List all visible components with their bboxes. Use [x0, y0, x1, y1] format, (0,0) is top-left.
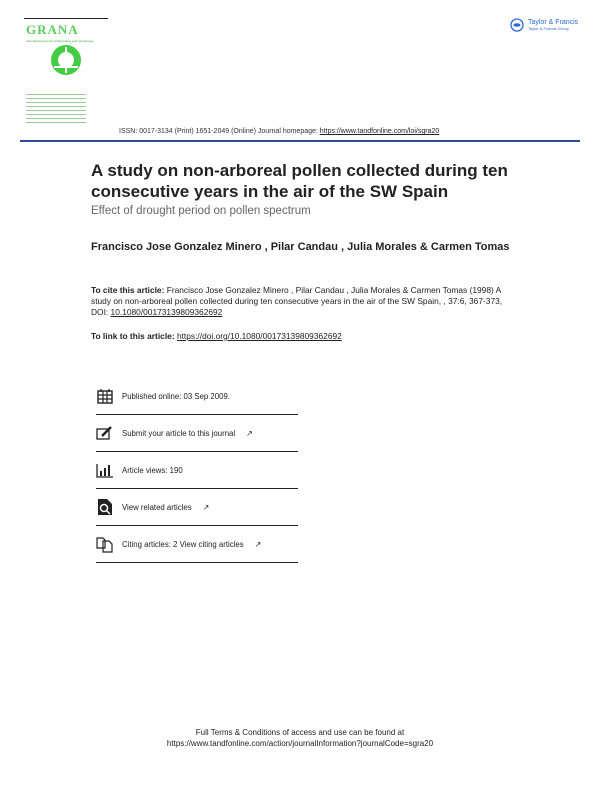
issn-text: ISSN: 0017-3134 (Print) 1651-2049 (Online) Journal homepage:: [119, 128, 320, 135]
publisher-name: Taylor & Francis: [528, 19, 579, 26]
cover-text-lines: [26, 94, 86, 124]
header-divider: [20, 140, 580, 142]
publisher-sub: Taylor & Francis Group: [528, 26, 569, 31]
published-online-item: [96, 378, 298, 415]
article-subtitle: Effect of drought period on pollen spectrum: [91, 205, 311, 217]
journal-cover-title: GRANA: [26, 22, 79, 37]
publisher-logo: [510, 18, 578, 32]
journal-emblem-icon: [48, 43, 84, 77]
item-label: Citing articles: 2 View citing articles: [122, 539, 244, 549]
link-label: To link to this article:: [91, 331, 175, 341]
issn-line: [119, 128, 579, 135]
footer-terms-link[interactable]: https://www.tandfonline.com/action/journalInformation?journalCode=sgra20: [166, 739, 434, 748]
publisher-logo-icon: [510, 18, 524, 32]
calendar-icon: [96, 387, 114, 405]
search-document-icon: [96, 498, 114, 516]
citation: [91, 285, 511, 318]
doi-link[interactable]: 10.1080/00173139809362692: [110, 307, 223, 317]
article-link[interactable]: https://doi.org/10.1080/00173139809362692: [176, 331, 342, 341]
item-label: View related articles: [122, 502, 192, 512]
citing-articles-item[interactable]: [96, 526, 298, 563]
journal-homepage-link[interactable]: https://www.tandfonline.com/loi/sgra20: [319, 128, 440, 135]
citing-documents-icon: [96, 535, 114, 553]
external-link-icon: ↗: [202, 502, 210, 512]
item-label: Published online: 03 Sep 2009.: [122, 391, 230, 401]
item-label: Submit your article to this journal: [122, 428, 236, 438]
bar-chart-icon: [96, 461, 114, 479]
external-link-icon: ↗: [254, 539, 262, 549]
article-authors: Francisco Jose Gonzalez Minero , Pilar Candau , Julia Morales & Carmen Tomas: [91, 241, 510, 253]
edit-icon: [96, 424, 114, 442]
footer: [0, 727, 600, 749]
article-views-item: [96, 452, 298, 489]
article-link-line: [91, 331, 342, 341]
item-label: Article views: 190: [122, 465, 183, 475]
cite-label: To cite this article:: [91, 285, 165, 295]
journal-cover-tagline: International journal of Palynology and Aerobiology: [26, 39, 94, 43]
footer-terms-text: Full Terms & Conditions of access and use can be found at: [195, 728, 405, 737]
related-articles-item[interactable]: [96, 489, 298, 526]
submit-article-item[interactable]: [96, 415, 298, 452]
external-link-icon: ↗: [246, 428, 253, 438]
article-title: A study on non-arboreal pollen collected during ten consecutive years in the air of the SW Spain: [91, 161, 508, 201]
article-info-list: [96, 378, 298, 563]
cite-text: Francisco Jose Gonzalez Minero , Pilar Candau , Julia Morales & Carmen Tomas (1998) A study on non-arboreal pollen collected during ten consecutive years in the air of the SW Spain, , 37:6, 367-373, DOI:: [91, 285, 503, 317]
journal-cover: [24, 18, 108, 136]
